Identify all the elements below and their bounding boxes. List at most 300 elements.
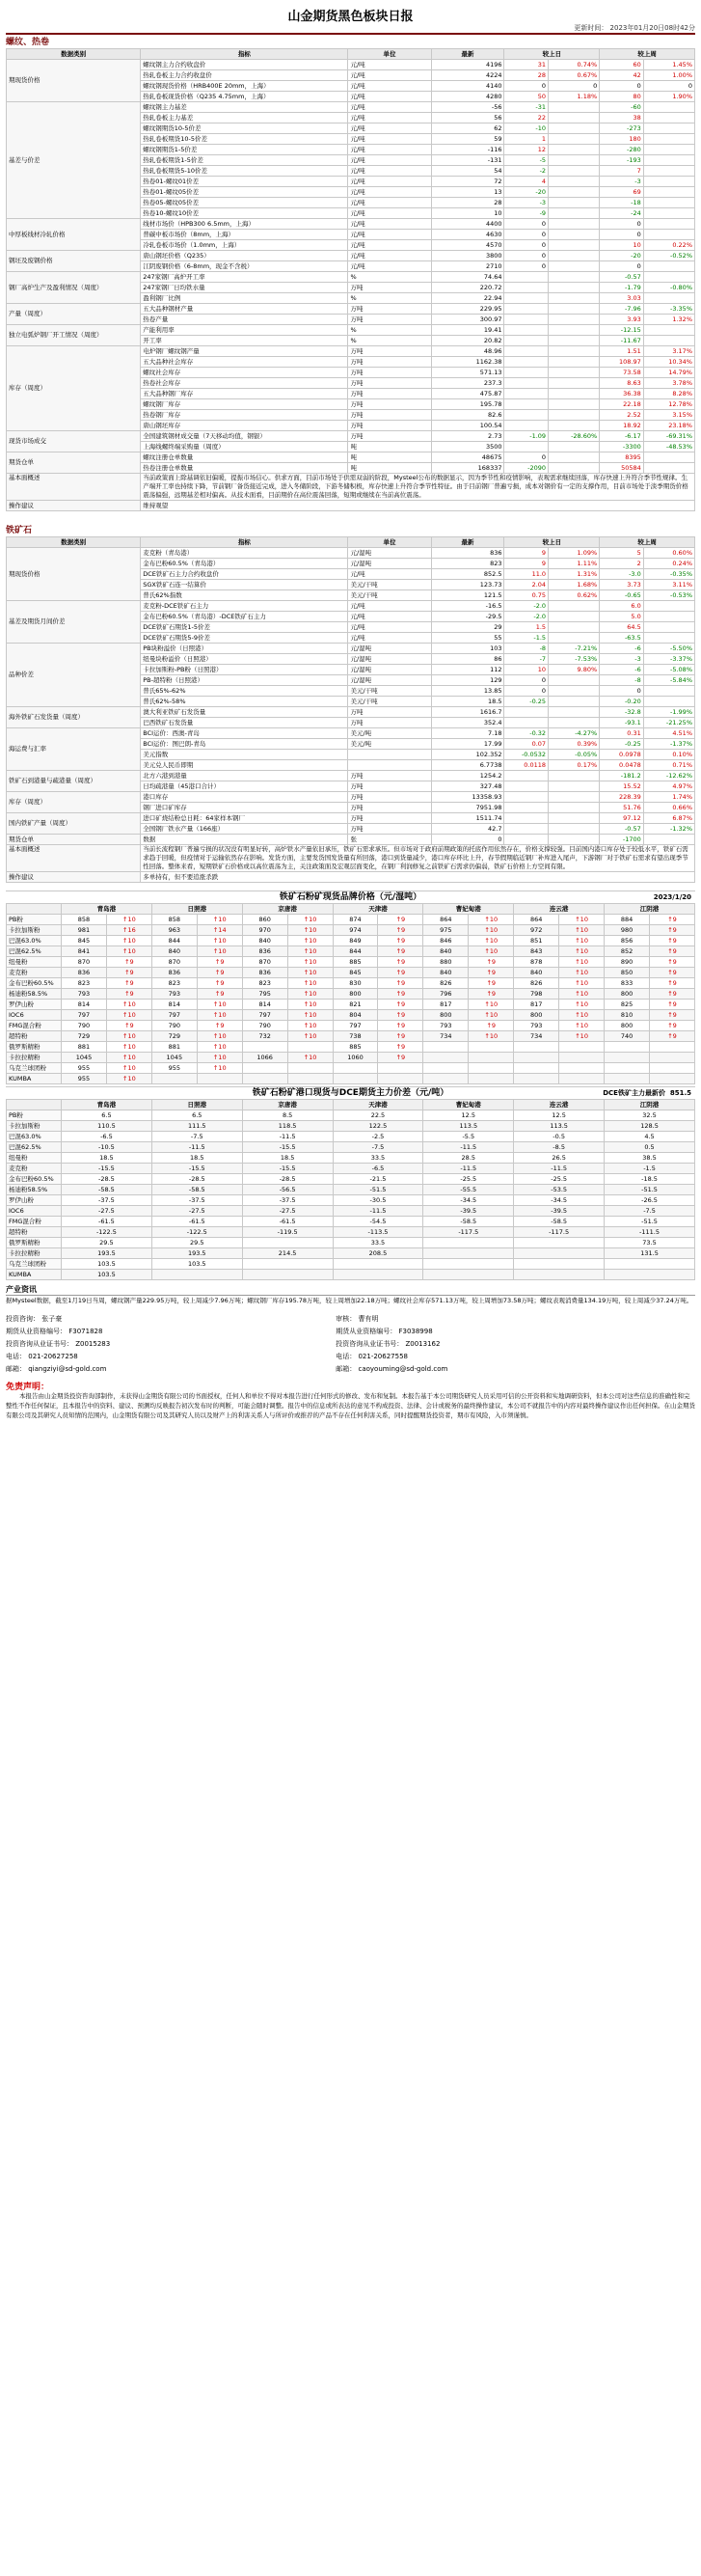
value-cell: 0.24%: [643, 559, 694, 569]
value-cell: [549, 219, 600, 230]
table-row: [7, 219, 695, 230]
basis-cell: 128.5: [605, 1121, 695, 1132]
value-cell: -2.0: [504, 601, 549, 612]
value-cell: 0.07: [504, 739, 549, 750]
basis-cell: -6.5: [62, 1132, 152, 1142]
value-cell: 31: [504, 60, 549, 70]
value-cell: 元/湿吨: [348, 675, 431, 686]
value-cell: 万吨: [348, 431, 431, 442]
value-cell: [504, 442, 549, 452]
value-cell: -20: [504, 187, 549, 198]
value-cell: 元/吨: [348, 134, 431, 145]
price-cell: 798: [514, 989, 559, 1000]
change-cell: ↑10: [559, 1000, 605, 1010]
value-cell: [643, 102, 694, 113]
value-cell: 3.11%: [643, 580, 694, 590]
value-cell: 56: [431, 113, 504, 123]
indicator-cell: 螺纹钢厂库存: [141, 399, 348, 410]
column-header: 较上周: [600, 537, 695, 548]
value-cell: 吨: [348, 452, 431, 463]
value-cell: [504, 410, 549, 421]
value-cell: 13: [431, 187, 504, 198]
ore-name: 巴混63.0%: [7, 1132, 62, 1142]
value-cell: 10: [504, 665, 549, 675]
ore-name: 卡拉拉精粉: [7, 1248, 62, 1259]
value-cell: 3.03: [600, 293, 644, 304]
port-header: 连云港: [514, 904, 605, 915]
price-cell: 797: [151, 1010, 197, 1021]
value-cell: 327.48: [431, 781, 504, 792]
indicator-cell: 热卷注册仓单数量: [141, 463, 348, 474]
change-cell: [649, 1042, 694, 1053]
indicator-cell: 盈利钢厂比例: [141, 293, 348, 304]
ore-name: 俄罗斯精粉: [7, 1238, 62, 1248]
change-cell: ↑9: [649, 936, 694, 946]
category-cell: 独立电弧炉钢厂开工情况（周度）: [7, 325, 141, 346]
change-cell: ↑10: [106, 1074, 151, 1084]
indicator-cell: 纽曼块粉溢价（日照港）: [141, 654, 348, 665]
table-row: [7, 1053, 695, 1063]
value-cell: 15.52: [600, 781, 644, 792]
value-cell: [643, 686, 694, 697]
ore-name: 杨迪粉58.5%: [7, 989, 62, 1000]
value-cell: 4280: [431, 92, 504, 102]
basis-cell: -58.5: [514, 1217, 605, 1227]
price-cell: 975: [423, 925, 469, 936]
value-cell: 元/湿吨: [348, 548, 431, 559]
indicator-cell: 数据: [141, 835, 348, 845]
value-cell: -0.35%: [643, 569, 694, 580]
change-cell: ↑10: [469, 915, 514, 925]
change-cell: ↑10: [287, 1031, 333, 1042]
port-header: 连云港: [514, 1100, 605, 1110]
value-cell: -93.1: [600, 718, 644, 728]
advice-label: 操作建议: [7, 872, 141, 883]
indicator-cell: 螺纹钢现货价格（HRB400E 20mm，上海）: [141, 81, 348, 92]
value-cell: [549, 803, 600, 813]
value-cell: [549, 230, 600, 240]
basis-cell: -26.5: [605, 1195, 695, 1206]
table-row: [7, 548, 695, 559]
value-cell: [504, 336, 549, 346]
value-cell: 万吨: [348, 792, 431, 803]
table-row: [7, 1000, 695, 1010]
table-row: [7, 978, 695, 989]
basis-cell: -11.5: [514, 1164, 605, 1174]
value-cell: 42.7: [431, 824, 504, 835]
value-cell: [549, 421, 600, 431]
port-header: 京唐港: [242, 1100, 333, 1110]
price-cell: 814: [242, 1000, 287, 1010]
change-cell: ↑9: [649, 915, 694, 925]
value-cell: -5.50%: [643, 644, 694, 654]
basis-cell: 6.5: [62, 1110, 152, 1121]
change-cell: ↑9: [649, 968, 694, 978]
value-cell: [549, 315, 600, 325]
value-cell: 0: [431, 835, 504, 845]
indicator-cell: 普氏62%-58%: [141, 697, 348, 707]
price-cell: 880: [423, 957, 469, 968]
price-cell: [605, 1074, 650, 1084]
value-cell: [504, 368, 549, 378]
ore-name: 巴混63.0%: [7, 936, 62, 946]
column-header: 单位: [348, 537, 431, 548]
value-cell: -7.53%: [549, 654, 600, 665]
value-cell: 0.60%: [643, 548, 694, 559]
basis-cell: 12.5: [514, 1110, 605, 1121]
value-cell: 2710: [431, 261, 504, 272]
basis-cell: -15.5: [242, 1164, 333, 1174]
value-cell: [504, 803, 549, 813]
analyst-name: 张子豪: [41, 1315, 63, 1323]
value-cell: 万吨: [348, 781, 431, 792]
price-cell: 836: [242, 968, 287, 978]
indicator-cell: 热轧卷板期货10-5价差: [141, 134, 348, 145]
value-cell: -1.09: [504, 431, 549, 442]
indicator-cell: 美元兑人民币即期: [141, 760, 348, 771]
ore-name: 乌克兰球团粉: [7, 1259, 62, 1270]
value-cell: 20.82: [431, 336, 504, 346]
price-cell: [151, 1074, 197, 1084]
basis-cell: 18.5: [62, 1153, 152, 1164]
ore-name: 杨迪粉58.5%: [7, 1185, 62, 1195]
price-cell: 864: [514, 915, 559, 925]
change-cell: ↑10: [106, 915, 151, 925]
value-cell: -5: [504, 155, 549, 166]
table-row: [7, 1153, 695, 1164]
change-cell: ↑9: [378, 1000, 423, 1010]
basis-cell: [514, 1248, 605, 1259]
table-row: [7, 1270, 695, 1280]
advice-text: 维持观望: [141, 501, 695, 511]
price-cell: 836: [151, 968, 197, 978]
value-cell: 元/湿吨: [348, 654, 431, 665]
indicator-cell: 普氏62%指数: [141, 590, 348, 601]
price-cell: 841: [62, 946, 107, 957]
value-cell: 74.64: [431, 272, 504, 283]
ore-name: 纽曼粉: [7, 1153, 62, 1164]
value-cell: 112: [431, 665, 504, 675]
basis-cell: 103.5: [62, 1270, 152, 1280]
change-cell: ↑10: [287, 946, 333, 957]
value-cell: -28.60%: [549, 431, 600, 442]
price-cell: [242, 1063, 287, 1074]
basis-cell: 18.5: [151, 1153, 242, 1164]
value-cell: 9: [504, 559, 549, 569]
column-header: 较上日: [504, 537, 600, 548]
column-header: 数据类别: [7, 49, 141, 60]
price-cell: 1066: [242, 1053, 287, 1063]
value-cell: 129: [431, 675, 504, 686]
price-cell: 980: [605, 925, 650, 936]
value-cell: 0: [504, 452, 549, 463]
price-cell: 793: [423, 1021, 469, 1031]
basis-cell: 122.5: [333, 1121, 423, 1132]
value-cell: 0: [504, 240, 549, 251]
indicator-cell: 热卷产量: [141, 315, 348, 325]
value-cell: 0: [504, 675, 549, 686]
value-cell: [504, 835, 549, 845]
change-cell: ↑10: [197, 946, 242, 957]
basis-cell: [514, 1259, 605, 1270]
value-cell: 8.28%: [643, 389, 694, 399]
change-cell: ↑9: [378, 946, 423, 957]
value-cell: 万吨: [348, 824, 431, 835]
price-cell: 955: [62, 1074, 107, 1084]
price-cell: 1045: [62, 1053, 107, 1063]
price-cell: 884: [605, 915, 650, 925]
price-cell: 840: [151, 946, 197, 957]
change-cell: ↑10: [106, 1042, 151, 1053]
ore-name: 纽曼粉: [7, 957, 62, 968]
price-cell: [333, 1063, 378, 1074]
price-cell: 825: [605, 1000, 650, 1010]
change-cell: [649, 1074, 694, 1084]
indicator-cell: 普碳中板市场价（8mm，上海）: [141, 230, 348, 240]
basis-cell: 208.5: [333, 1248, 423, 1259]
change-cell: [469, 1053, 514, 1063]
summary-row: [7, 474, 695, 501]
value-cell: 59: [431, 134, 504, 145]
price-cell: 817: [514, 1000, 559, 1010]
basis-cell: -15.5: [151, 1164, 242, 1174]
value-cell: 元/吨: [348, 102, 431, 113]
price-cell: 830: [333, 978, 378, 989]
category-cell: 期现货价格: [7, 548, 141, 601]
price-cell: 852: [605, 946, 650, 957]
value-cell: [549, 145, 600, 155]
value-cell: 元/吨: [348, 208, 431, 219]
value-cell: -56: [431, 102, 504, 113]
value-cell: 万吨: [348, 803, 431, 813]
change-cell: ↑9: [197, 989, 242, 1000]
ore-name: 超特粉: [7, 1227, 62, 1238]
value-cell: -1.99%: [643, 707, 694, 718]
summary-text: 当前长流程钢厂普遍亏损的状况没有明显好转，高炉铁水产量依旧承压，铁矿石需求承压。但市场对于政府前期政策的托底作用依然存在，价格支撑较强。目前国内港口库存处于较低水平，铁矿石需求趋于回暖，但疫情对于运输依然存在影响。发货方面，主要发货国发货量有所回落，港口到货量减少，港口库存环比上升，春节假期临近钢厂补库进入尾声，下游钢厂对于铁矿石需求有望出现季节性回落。整体来看，短期铁矿石价格或以高位震荡为主，关注政策面及宏观层面变化，在钢厂利润修复之前铁矿石需求仍偏弱，铁矿石价格上方空间有限。: [141, 845, 695, 872]
indicator-cell: 热卷01-螺纹01价差: [141, 177, 348, 187]
value-cell: 228.39: [600, 792, 644, 803]
change-cell: ↑10: [106, 1000, 151, 1010]
value-cell: [549, 325, 600, 336]
price-cell: 740: [605, 1031, 650, 1042]
basis-cell: -10.5: [62, 1142, 152, 1153]
value-cell: -31: [504, 102, 549, 113]
value-cell: 1: [504, 134, 549, 145]
value-cell: -12.62%: [643, 771, 694, 781]
value-cell: 352.4: [431, 718, 504, 728]
price-cell: 981: [62, 925, 107, 936]
column-header: 单位: [348, 49, 431, 60]
change-cell: ↑10: [559, 989, 605, 1000]
change-cell: [559, 1063, 605, 1074]
analyst-email-label: 邮箱：: [6, 1365, 26, 1373]
value-cell: 0.0478: [600, 760, 644, 771]
value-cell: [643, 261, 694, 272]
change-cell: ↑9: [378, 1010, 423, 1021]
analyst-advice: Z0015283: [75, 1340, 111, 1348]
value-cell: 13.85: [431, 686, 504, 697]
indicator-cell: 热卷社会库存: [141, 378, 348, 389]
corner-cell: [7, 904, 62, 915]
table-row: [7, 915, 695, 925]
basis-cell: 113.5: [423, 1121, 514, 1132]
basis-cell: -8.5: [514, 1142, 605, 1153]
ore-basis-title-text: 铁矿石粉矿港口现货与DCE期货主力价差（元/吨）: [252, 1088, 449, 1098]
change-cell: ↑10: [287, 978, 333, 989]
value-cell: 4: [504, 177, 549, 187]
value-cell: %: [348, 325, 431, 336]
category-cell: 库存（周度）: [7, 346, 141, 431]
basis-cell: -58.5: [423, 1217, 514, 1227]
value-cell: [549, 166, 600, 177]
indicator-cell: 五大品种钢厂库存: [141, 389, 348, 399]
basis-cell: 103.5: [151, 1259, 242, 1270]
value-cell: 62: [431, 123, 504, 134]
value-cell: -193: [600, 155, 644, 166]
value-cell: 元/吨: [348, 70, 431, 81]
ore-name: IOC6: [7, 1010, 62, 1021]
value-cell: [549, 410, 600, 421]
value-cell: 吨: [348, 442, 431, 452]
summary-text: 当前政策面上除基调依旧偏暖，提振市场信心。供求方面，目前市场处于供需双弱的阶段，Mysteel公布的数据显示，因为季节性和疫情影响，表观需求继续回落，库存快速上升符合季节性规律。生产端开工率也持续下降，节前钢厂备货接近完成，进入冬储阶段，下游冬储积极，库存快速上升符合季节性特征。由于目前钢厂普遍亏损，成本对钢价有一定的支撑作用，目前市场处于淡季期货价格震荡偏强，远期基差相对偏高。从技术面看，目前期价在高位震荡回落，短期或继续在当前高位震荡。: [141, 474, 695, 501]
value-cell: 48675: [431, 452, 504, 463]
price-cell: 851: [514, 936, 559, 946]
basis-cell: -27.5: [151, 1206, 242, 1217]
value-cell: -0.32: [504, 728, 549, 739]
port-header: 日照港: [151, 904, 242, 915]
price-cell: 734: [423, 1031, 469, 1042]
iron-header-row: [7, 537, 695, 548]
change-cell: ↑9: [378, 957, 423, 968]
value-cell: 195.78: [431, 399, 504, 410]
change-cell: ↑9: [378, 1053, 423, 1063]
table-row: [7, 957, 695, 968]
value-cell: 万吨: [348, 304, 431, 315]
value-cell: 121.5: [431, 590, 504, 601]
price-cell: 793: [151, 989, 197, 1000]
price-cell: 817: [423, 1000, 469, 1010]
value-cell: [643, 155, 694, 166]
value-cell: [549, 601, 600, 612]
price-cell: 795: [242, 989, 287, 1000]
value-cell: 万吨: [348, 718, 431, 728]
change-cell: ↑10: [559, 915, 605, 925]
change-cell: ↑9: [649, 957, 694, 968]
change-cell: ↑9: [197, 968, 242, 978]
value-cell: [549, 113, 600, 123]
price-cell: [514, 1063, 559, 1074]
price-cell: 800: [605, 989, 650, 1000]
value-cell: 0.62%: [549, 590, 600, 601]
value-cell: [643, 622, 694, 633]
reviewer-role: 审核：: [336, 1315, 357, 1323]
dce-latest-value: 851.5: [669, 1089, 691, 1097]
value-cell: 0.22%: [643, 240, 694, 251]
basis-cell: -34.5: [423, 1195, 514, 1206]
category-cell: 海运费与汇率: [7, 728, 141, 771]
value-cell: [549, 781, 600, 792]
change-cell: [287, 1042, 333, 1053]
ore-name: KUMBA: [7, 1074, 62, 1084]
price-cell: 856: [605, 936, 650, 946]
basis-cell: 33.5: [333, 1153, 423, 1164]
basis-cell: -27.5: [62, 1206, 152, 1217]
value-cell: [504, 272, 549, 283]
indicator-cell: DCE铁矿石主力合约收盘价: [141, 569, 348, 580]
price-cell: [423, 1053, 469, 1063]
ore-basis-title: [6, 1086, 695, 1099]
value-cell: 美元/干吨: [348, 686, 431, 697]
value-cell: 823: [431, 559, 504, 569]
value-cell: 42: [600, 70, 644, 81]
value-cell: 1.90%: [643, 92, 694, 102]
value-cell: [504, 792, 549, 803]
basis-cell: -122.5: [151, 1227, 242, 1238]
table-row: [7, 1217, 695, 1227]
value-cell: -6: [600, 644, 644, 654]
value-cell: [643, 113, 694, 123]
price-cell: 870: [151, 957, 197, 968]
value-cell: 元/吨: [348, 177, 431, 187]
value-cell: 836: [431, 548, 504, 559]
value-cell: 元/吨: [348, 601, 431, 612]
value-cell: [549, 792, 600, 803]
value-cell: -3: [504, 198, 549, 208]
price-cell: 793: [514, 1021, 559, 1031]
value-cell: 4.51%: [643, 728, 694, 739]
table-row: [7, 1206, 695, 1217]
indicator-cell: 麦克粉（青岛港）: [141, 548, 348, 559]
value-cell: [504, 389, 549, 399]
port-header: 青岛港: [62, 1100, 152, 1110]
value-cell: 1.5: [504, 622, 549, 633]
value-cell: 万吨: [348, 368, 431, 378]
value-cell: 0.39%: [549, 739, 600, 750]
indicator-cell: 热卷钢厂库存: [141, 410, 348, 421]
price-cell: 874: [333, 915, 378, 925]
price-cell: 864: [423, 915, 469, 925]
value-cell: [643, 208, 694, 219]
indicator-cell: 麦克粉-DCE铁矿石主力: [141, 601, 348, 612]
price-cell: 800: [333, 989, 378, 1000]
ore-name: 卡拉加斯粉: [7, 1121, 62, 1132]
basis-cell: -54.5: [333, 1217, 423, 1227]
price-cell: 814: [151, 1000, 197, 1010]
price-cell: [423, 1063, 469, 1074]
category-cell: 海外铁矿石发货量（周度）: [7, 707, 141, 728]
price-cell: 800: [423, 1010, 469, 1021]
value-cell: -131: [431, 155, 504, 166]
basis-cell: -28.5: [151, 1174, 242, 1185]
value-cell: 6.0: [600, 601, 644, 612]
ore-name: FMG混合粉: [7, 1021, 62, 1031]
indicator-cell: 热轧卷板现货价格（Q235 4.75mm，上海）: [141, 92, 348, 102]
value-cell: 0: [600, 219, 644, 230]
analyst-email[interactable]: qiangziyi@sd-gold.com: [28, 1365, 107, 1373]
value-cell: 73.58: [600, 368, 644, 378]
value-cell: [549, 272, 600, 283]
change-cell: ↑9: [378, 925, 423, 936]
basis-cell: -58.5: [151, 1185, 242, 1195]
value-cell: -1.79: [600, 283, 644, 293]
table-row: [7, 925, 695, 936]
value-cell: 0.17%: [549, 760, 600, 771]
change-cell: ↑10: [469, 1000, 514, 1010]
reviewer-email[interactable]: caoyouming@sd-gold.com: [358, 1365, 448, 1373]
indicator-cell: 卡拉加斯粉-PB粉（日照港）: [141, 665, 348, 675]
value-cell: 51.76: [600, 803, 644, 813]
value-cell: -10: [504, 123, 549, 134]
